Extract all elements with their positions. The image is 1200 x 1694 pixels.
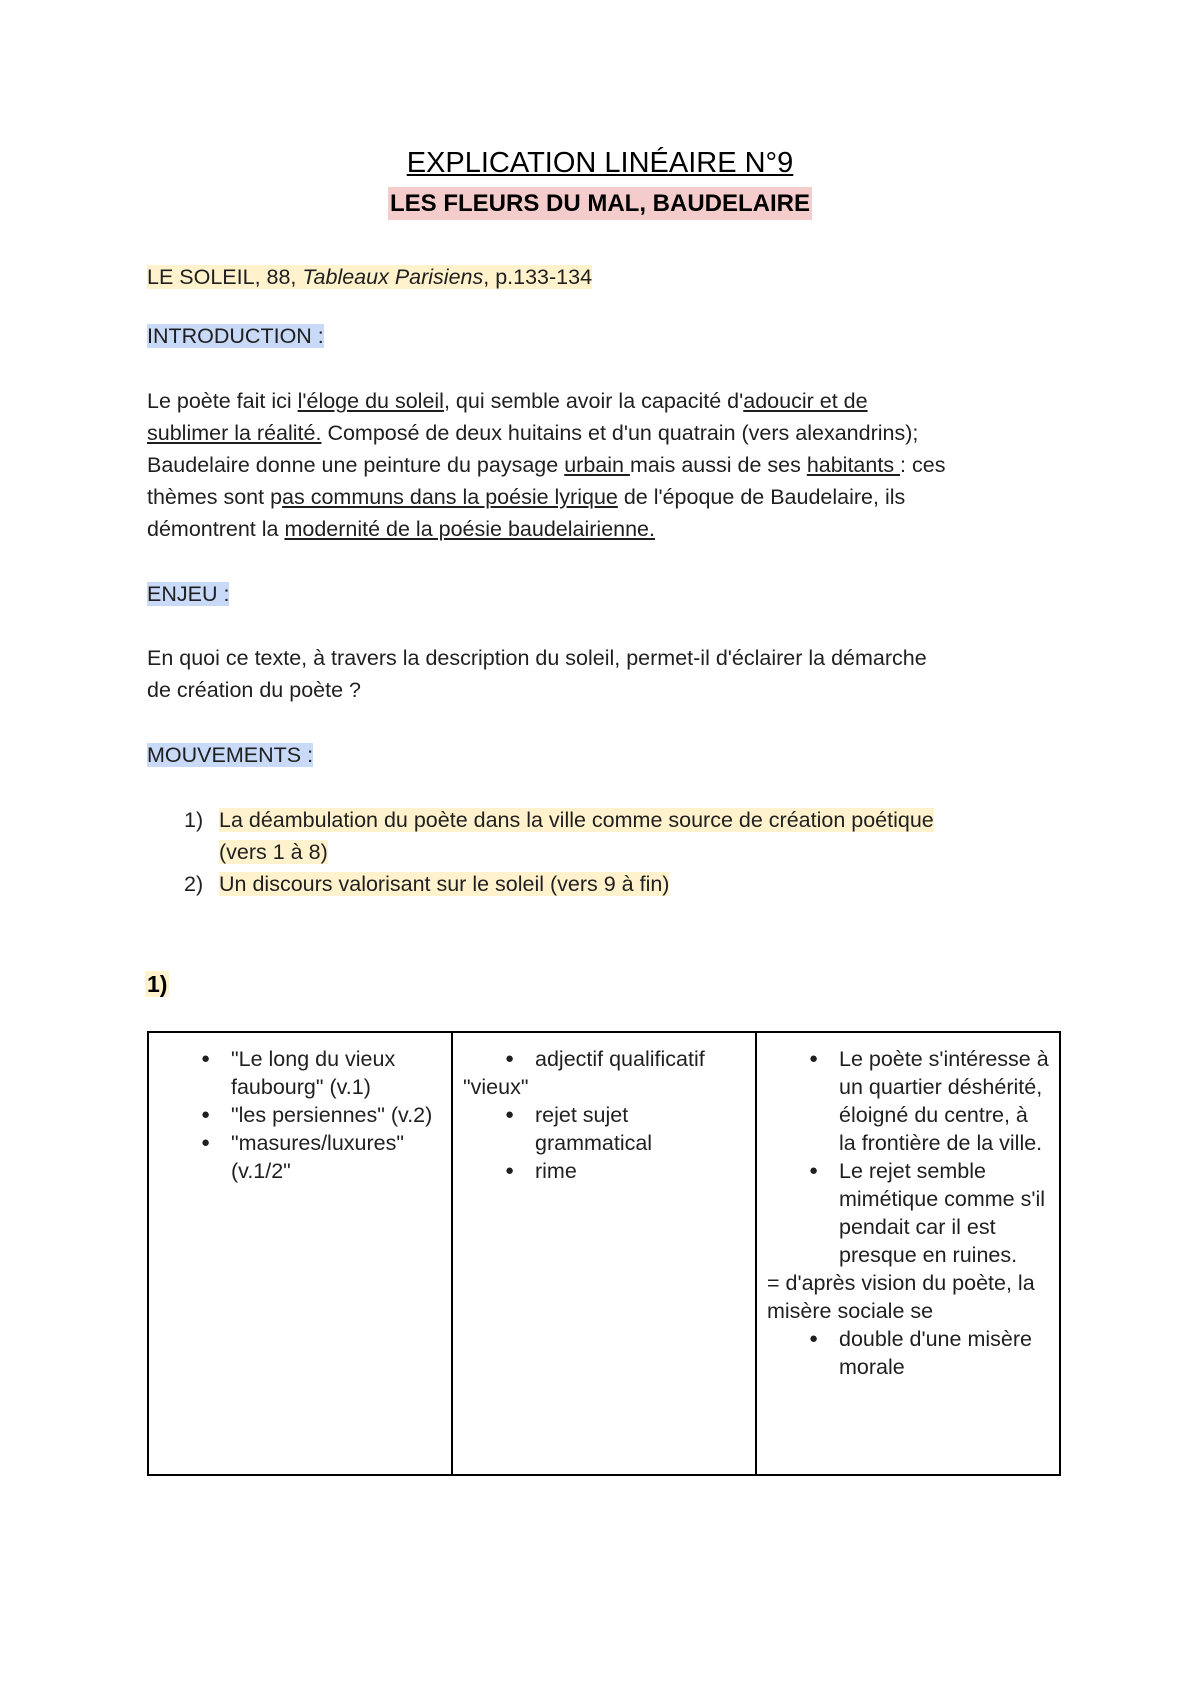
- enjeu-line-1: En quoi ce texte, à travers la description du soleil, permet-il d'éclairer la démarche: [147, 646, 927, 670]
- reference-part2: , p.133-134: [483, 265, 593, 289]
- movement-1-number: 1): [184, 808, 204, 832]
- intro-underline: l'éloge du soleil: [297, 389, 444, 413]
- movement-1-line-1: [219, 804, 934, 836]
- interpretation-list: [767, 1045, 1049, 1269]
- analysis-table: [147, 1031, 1061, 1476]
- interpretation-list-2: [767, 1325, 1049, 1381]
- list-item: ● Le rejet semble mimétique comme s'il pendait car il est presque en ruines.: [767, 1157, 1049, 1269]
- intro-underline: adoucir et de: [743, 389, 868, 413]
- list-item: ● "Le long du vieux faubourg" (v.1): [159, 1045, 441, 1101]
- table-cell-interpretation: [756, 1032, 1060, 1475]
- section-label-text: 1): [147, 971, 168, 997]
- reference-part1: LE SOLEIL, 88,: [147, 265, 303, 289]
- introduction-heading-text: INTRODUCTION :: [147, 324, 324, 348]
- intro-text: mais aussi de ses: [629, 453, 807, 477]
- list-item: ● rime: [463, 1157, 745, 1185]
- intro-text: Baudelaire donne une peinture du paysage: [147, 453, 565, 477]
- intro-line-4: [147, 481, 905, 513]
- page-subtitle: LES FLEURS DU MAL, BAUDELAIRE: [388, 187, 812, 220]
- list-item: ● Le poète s'intéresse à un quartier déshérité, éloigné du centre, à la frontière de la ville.: [767, 1045, 1049, 1157]
- intro-underline: urbain: [564, 453, 630, 477]
- list-item: ● "masures/luxures" (v.1/2": [159, 1129, 441, 1185]
- list-item: ● rejet sujet grammatical: [463, 1101, 745, 1157]
- movement-2-line-1: [219, 868, 669, 900]
- enjeu-heading: [147, 578, 229, 610]
- intro-text: thèmes sont p: [147, 485, 283, 509]
- intro-text: Le poète fait ici: [147, 389, 298, 413]
- introduction-heading: [147, 320, 324, 352]
- mouvements-heading-text: MOUVEMENTS :: [147, 743, 314, 767]
- movement-2-text: Un discours valorisant sur le soleil (vers 9 à fin): [219, 872, 670, 896]
- intro-text: , qui semble avoir la capacité d': [443, 389, 744, 413]
- subtitle-wrap: [0, 187, 1200, 220]
- list-item: ● "les persiennes" (v.2): [159, 1101, 441, 1129]
- movement-1-line-2: [219, 836, 328, 868]
- reference-line: [147, 261, 592, 293]
- procedes-continuation: "vieux": [463, 1075, 529, 1099]
- intro-line-2: [147, 417, 918, 449]
- intro-underline: sublimer la réalité.: [147, 421, 322, 445]
- list-item: ● double d'une misère morale: [767, 1325, 1049, 1381]
- enjeu-heading-text: ENJEU :: [147, 582, 230, 606]
- section-label: [145, 968, 169, 1000]
- procedes-list-2: [463, 1101, 745, 1185]
- mouvements-heading: [147, 739, 313, 771]
- intro-text: démontrent la: [147, 517, 285, 541]
- intro-line-5: [147, 513, 655, 545]
- list-item: ● adjectif qualificatif: [463, 1045, 745, 1073]
- intro-underline: habitants: [806, 453, 901, 477]
- movement-2-number: 2): [184, 872, 204, 896]
- enjeu-line-2: de création du poète ?: [147, 678, 361, 702]
- intro-text: : ces: [900, 453, 946, 477]
- procedes-list: [463, 1045, 745, 1073]
- intro-text: de l'époque de Baudelaire, ils: [617, 485, 906, 509]
- interpretation-text: = d'après vision du poète, la misère sociale se: [767, 1271, 1035, 1323]
- intro-text: Composé de deux huitains et d'un quatrain (vers alexandrins);: [321, 421, 919, 445]
- intro-underline: as communs dans la poésie lyrique: [282, 485, 618, 509]
- intro-line-1: [147, 385, 868, 417]
- intro-underline: modernité de la poésie baudelairienne.: [284, 517, 655, 541]
- page-title: EXPLICATION LINÉAIRE N°9: [406, 147, 794, 179]
- table-row: [148, 1032, 1060, 1475]
- intro-line-3: [147, 449, 945, 481]
- table-cell-procedes: [452, 1032, 756, 1475]
- reference-italic: Tableaux Parisiens: [302, 265, 484, 289]
- table-cell-quotes: [148, 1032, 452, 1475]
- quotes-list: [159, 1045, 441, 1185]
- movement-1-text: La déambulation du poète dans la ville comme source de création poétique: [219, 808, 934, 832]
- movement-1-text-cont: (vers 1 à 8): [219, 840, 328, 864]
